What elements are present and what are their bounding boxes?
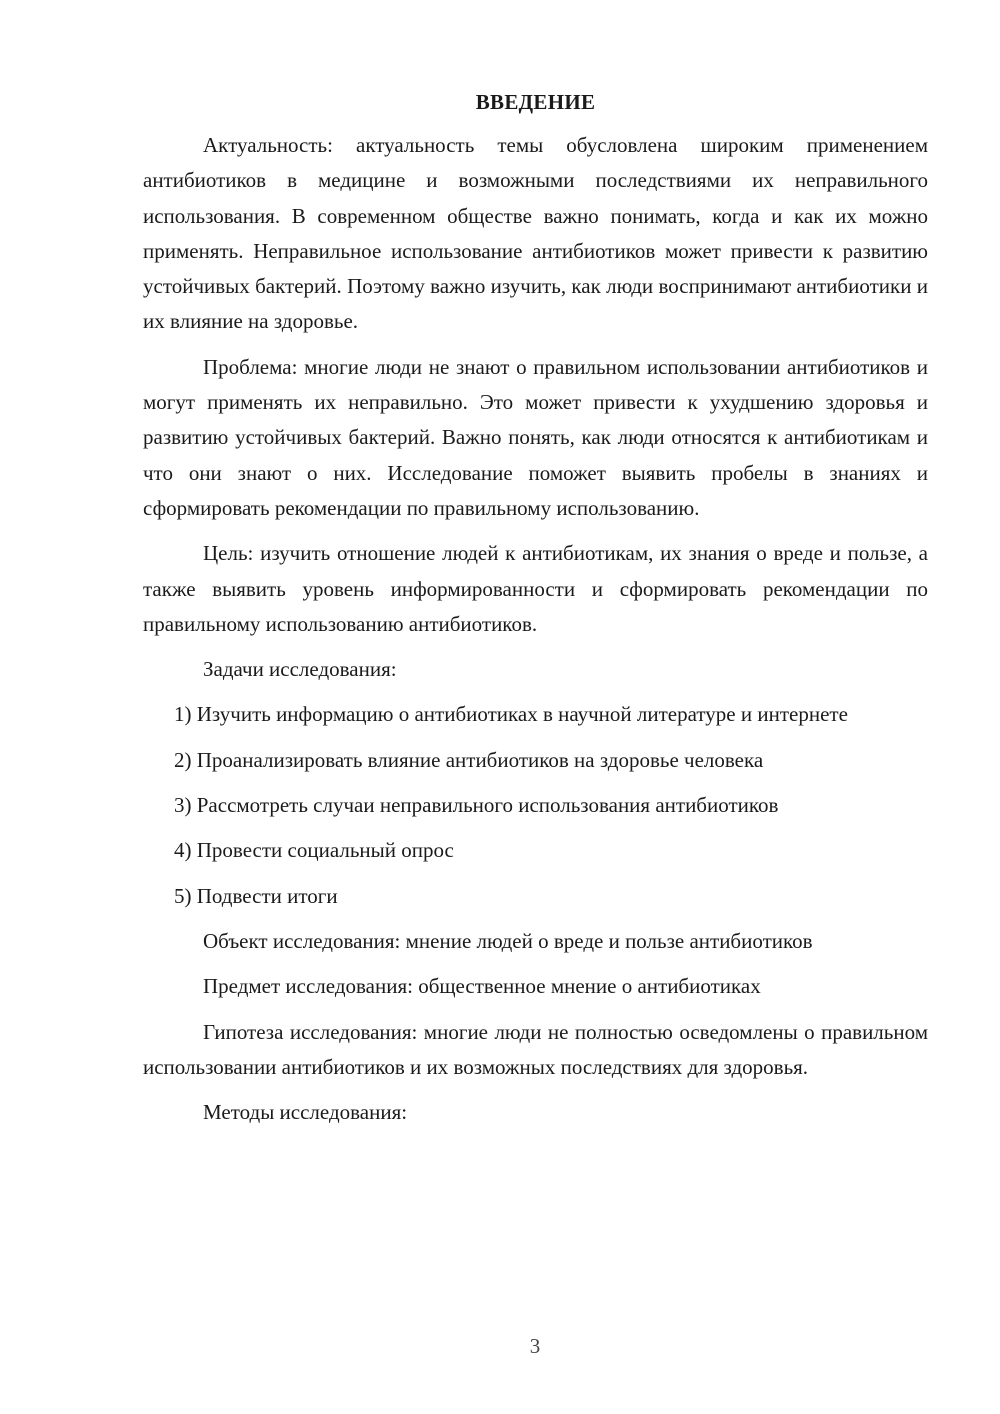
paragraph-problem: Проблема: многие люди не знают о правильном использовании антибиотиков и могут применять их неправильно. Это может привести к ухудшению здоровья и развитию устойчивых бактерий. Важно понять, как люди относятся к антибиотикам и что они знают о них. Исследование поможет выявить пробелы в знаниях и сформировать рекомендации по правильному использованию. xyxy=(143,354,928,520)
methods-title: Методы исследования: xyxy=(203,1100,408,1125)
paragraph-subject: Предмет исследования: общественное мнение о антибиотиках xyxy=(203,974,761,999)
task-item-4: 4) Провести социальный опрос xyxy=(174,838,454,863)
paragraph-hypothesis: Гипотеза исследования: многие люди не полностью осведомлены о правильном использовании антибиотиков и их возможных последствиях для здоровья. xyxy=(143,1019,928,1079)
task-item-2: 2) Проанализировать влияние антибиотиков на здоровье человека xyxy=(174,747,764,772)
paragraph-relevance: Актуальность: актуальность темы обусловлена широким применением антибиотиков в медицине и возможными последствиями их неправильного использования. В современном обществе важно понимать, когда и как их можно применять. Неправильное использование антибиотиков может привести к развитию устойчивых бактерий. Поэтому важно изучить, как люди воспринимают антибиотики и их влияние на здоровье. xyxy=(143,133,928,334)
page-title: ВВЕДЕНИЕ xyxy=(475,90,596,114)
task-item-1: 1) Изучить информацию о антибиотиках в научной литературе и интернете xyxy=(174,702,848,727)
paragraph-object: Объект исследования: мнение людей о вреде и пользе антибиотиков xyxy=(203,928,813,953)
task-item-5: 5) Подвести итоги xyxy=(174,883,338,908)
paragraph-goal: Цель: изучить отношение людей к антибиотикам, их знания о вреде и пользе, а также выявить уровень информированности и сформировать рекомендации по правильному использованию антибиотиков. xyxy=(143,541,928,636)
page-number: 3 xyxy=(529,1334,541,1358)
tasks-title: Задачи исследования: xyxy=(203,657,397,682)
document-page xyxy=(143,88,928,1140)
task-item-3: 3) Рассмотреть случаи неправильного использования антибиотиков xyxy=(174,793,779,818)
